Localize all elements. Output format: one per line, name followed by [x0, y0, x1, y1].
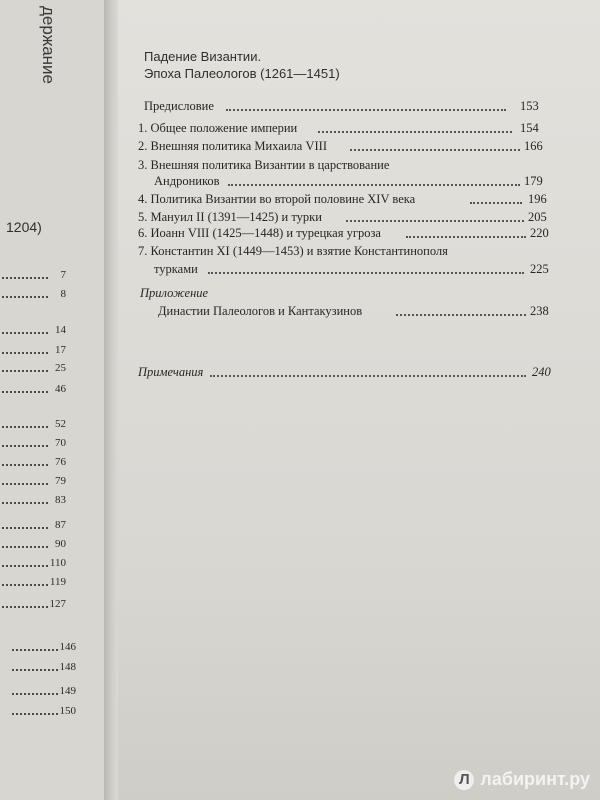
leader-dots [226, 109, 506, 111]
leader-dots [350, 149, 520, 151]
toc-entry-page: 153 [520, 99, 539, 113]
left-page-number: 7 [60, 269, 66, 281]
left-page-row [0, 494, 70, 508]
left-page-row [10, 705, 80, 719]
toc-entry-label: 3. Внешняя политика Византии в царствование [138, 158, 390, 172]
labirint-logo-icon: Л [454, 770, 474, 790]
section-header [144, 48, 340, 82]
leader-dots [2, 426, 48, 428]
left-page-row [0, 269, 70, 283]
left-page-title [18, 6, 78, 96]
section-header-line1: Падение Византии. [144, 49, 262, 64]
leader-dots [2, 546, 48, 548]
left-page-number: 17 [55, 344, 66, 356]
left-page-number: 46 [55, 383, 66, 395]
leader-dots [318, 131, 512, 133]
toc-entry-label: 1. Общее положение империи [138, 121, 298, 135]
left-page-number: 83 [55, 494, 66, 506]
toc-entry-label: 5. Мануил II (1391—1425) и турки [138, 210, 322, 224]
left-page-number: 76 [55, 456, 66, 468]
left-page-number: 25 [55, 362, 66, 374]
leader-dots [2, 527, 48, 529]
toc-entry-label-cont: турками [154, 262, 198, 276]
left-page-number: 90 [55, 538, 66, 550]
leader-dots [2, 391, 48, 393]
left-page-row [0, 418, 70, 432]
left-page-number: 70 [55, 437, 66, 449]
toc-entry-label: 7. Константин XI (1449—1453) и взятие Константинополя [138, 244, 448, 258]
leader-dots [210, 375, 526, 377]
leader-dots [2, 332, 48, 334]
left-page-row [0, 456, 70, 470]
leader-dots [2, 584, 48, 586]
leader-dots [2, 464, 48, 466]
left-page-number: 52 [55, 418, 66, 430]
left-page-number: 79 [55, 475, 66, 487]
left-page-number: 149 [59, 685, 76, 697]
toc-entry-page: 238 [530, 304, 549, 318]
toc-entry-label: Примечания [138, 365, 204, 379]
left-page-number: 146 [59, 641, 76, 653]
leader-dots [2, 370, 48, 372]
toc-entry-label: 2. Внешняя политика Михаила VIII [138, 139, 327, 153]
left-page-number: 8 [60, 288, 66, 300]
leader-dots [2, 483, 48, 485]
leader-dots [2, 277, 48, 279]
left-page-row [10, 661, 80, 675]
left-page-number: 148 [59, 661, 76, 673]
left-page-row [10, 685, 80, 699]
left-page-row [0, 324, 70, 338]
leader-dots [12, 693, 58, 695]
leader-dots [12, 669, 58, 671]
toc-entry-label: 4. Политика Византии во второй половине XIV века [138, 192, 416, 206]
toc-entry-page: 179 [524, 174, 543, 188]
left-page-number: 119 [49, 576, 66, 588]
left-page-row [0, 437, 70, 451]
left-page-row [0, 383, 70, 397]
leader-dots [2, 565, 48, 567]
toc-entry-page: 205 [528, 210, 547, 224]
left-page-row [0, 475, 70, 489]
leader-dots [2, 352, 48, 354]
left-page-number: 87 [55, 519, 66, 531]
toc-entry-page: 225 [530, 262, 549, 276]
left-page-row [0, 576, 70, 590]
leader-dots [470, 202, 522, 204]
toc-entry-label: Династии Палеологов и Кантакузинов [158, 304, 363, 318]
leader-dots [12, 713, 58, 715]
left-page-row [0, 598, 70, 612]
leader-dots [406, 236, 526, 238]
leader-dots [12, 649, 58, 651]
left-page-row [0, 344, 70, 358]
left-page-row [10, 641, 80, 655]
watermark-text: лабиринт.ру [480, 769, 590, 789]
left-page-heading: 1204) [6, 219, 42, 235]
toc-entry-page: 240 [532, 365, 551, 379]
toc-entry-label-cont: Андроников [154, 174, 220, 188]
section-header-line2: Эпоха Палеологов (1261—1451) [144, 66, 340, 81]
left-page-number: 110 [49, 557, 66, 569]
left-page-number: 127 [49, 598, 66, 610]
left-page-row [0, 362, 70, 376]
toc-entry-page: 196 [528, 192, 547, 206]
left-page-row [0, 557, 70, 571]
toc-entry-label: Предисловие [144, 99, 214, 113]
left-page-row [0, 519, 70, 533]
watermark [454, 769, 590, 790]
left-page-title-text: держание [39, 6, 58, 84]
leader-dots [228, 184, 520, 186]
left-page [0, 0, 108, 800]
leader-dots [2, 445, 48, 447]
toc-entry-page: 220 [530, 226, 549, 240]
leader-dots [2, 296, 48, 298]
leader-dots [2, 606, 48, 608]
left-page-number: 14 [55, 324, 66, 336]
toc-entry-label: 6. Иоанн VIII (1425—1448) и турецкая угроза [138, 226, 381, 240]
leader-dots [396, 314, 526, 316]
appendix-heading-label: Приложение [140, 286, 209, 300]
left-page-number: 150 [59, 705, 76, 717]
left-page-row [0, 288, 70, 302]
toc-entry-page: 166 [524, 139, 543, 153]
leader-dots [346, 220, 524, 222]
right-page [118, 0, 600, 800]
left-page-row [0, 538, 70, 552]
toc-entry-page: 154 [520, 121, 539, 135]
leader-dots [208, 272, 524, 274]
leader-dots [2, 502, 48, 504]
